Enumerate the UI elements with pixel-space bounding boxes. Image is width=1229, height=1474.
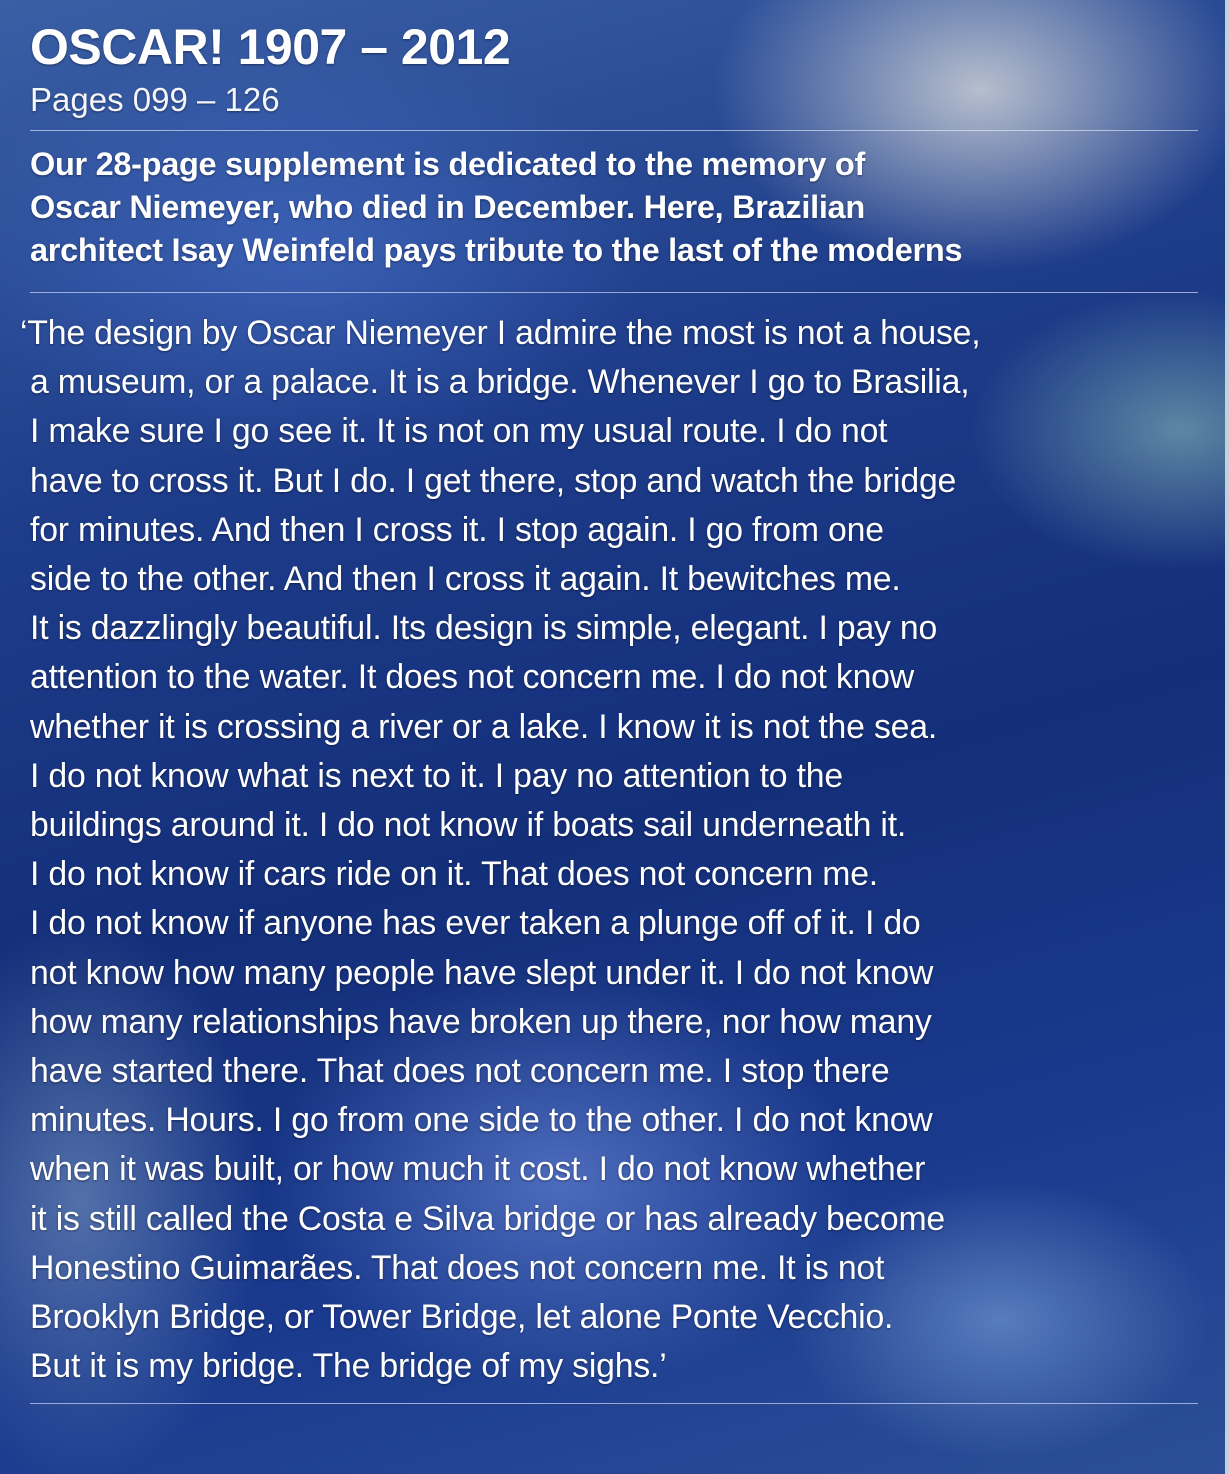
quote-line: side to the other. And then I cross it again. It bewitches me. — [30, 560, 901, 599]
quote-line: But it is my bridge. The bridge of my sighs.’ — [30, 1347, 667, 1386]
article — [20, 18, 1198, 1404]
divider — [30, 1403, 1198, 1404]
quote-line: have started there. That does not concern me. I stop there — [30, 1052, 890, 1091]
quote-line: I do not know if anyone has ever taken a plunge off of it. I do — [30, 904, 921, 943]
divider — [30, 292, 1198, 293]
quote-line: have to cross it. But I do. I get there, stop and watch the bridge — [30, 461, 957, 500]
scan-edge — [1225, 0, 1229, 1474]
intro-line: Oscar Niemeyer, who died in December. Here, Brazilian — [30, 189, 865, 225]
quote-line: attention to the water. It does not concern me. I do not know — [30, 658, 914, 697]
article-title: OSCAR! 1907 – 2012 — [30, 19, 511, 75]
page-range: Pages 099 – 126 — [30, 81, 280, 118]
quote-line: minutes. Hours. I go from one side to the other. I do not know — [30, 1101, 933, 1140]
quote-line: a museum, or a palace. It is a bridge. Whenever I go to Brasilia, — [30, 363, 970, 402]
quote-line: Brooklyn Bridge, or Tower Bridge, let alone Ponte Vecchio. — [30, 1298, 894, 1337]
quote-paragraph — [20, 309, 1198, 1391]
quote-line: when it was built, or how much it cost. I do not know whether — [30, 1150, 926, 1189]
intro-paragraph — [30, 143, 1198, 272]
quote-line: Honestino Guimarães. That does not concern me. It is not — [30, 1248, 885, 1287]
intro-line: architect Isay Weinfeld pays tribute to the last of the moderns — [30, 232, 963, 268]
quote-line: It is dazzlingly beautiful. Its design is simple, elegant. I pay no — [30, 609, 938, 648]
quote-line: how many relationships have broken up there, nor how many — [30, 1002, 932, 1041]
quote-line: it is still called the Costa e Silva bridge or has already become — [30, 1199, 945, 1238]
quote-line: ‘The design by Oscar Niemeyer I admire the most is not a house, — [20, 314, 981, 352]
quote-line: I do not know if cars ride on it. That does not concern me. — [30, 855, 878, 894]
quote-line: for minutes. And then I cross it. I stop again. I go from one — [30, 510, 884, 549]
quote-line: whether it is crossing a river or a lake. I know it is not the sea. — [30, 707, 938, 746]
quote-line: I do not know what is next to it. I pay no attention to the — [30, 756, 843, 795]
quote-line: buildings around it. I do not know if boats sail underneath it. — [30, 806, 907, 845]
intro-line: Our 28-page supplement is dedicated to the memory of — [30, 146, 865, 182]
divider — [30, 130, 1198, 131]
quote-line: not know how many people have slept under it. I do not know — [30, 953, 934, 992]
quote-line: I make sure I go see it. It is not on my usual route. I do not — [30, 412, 888, 451]
